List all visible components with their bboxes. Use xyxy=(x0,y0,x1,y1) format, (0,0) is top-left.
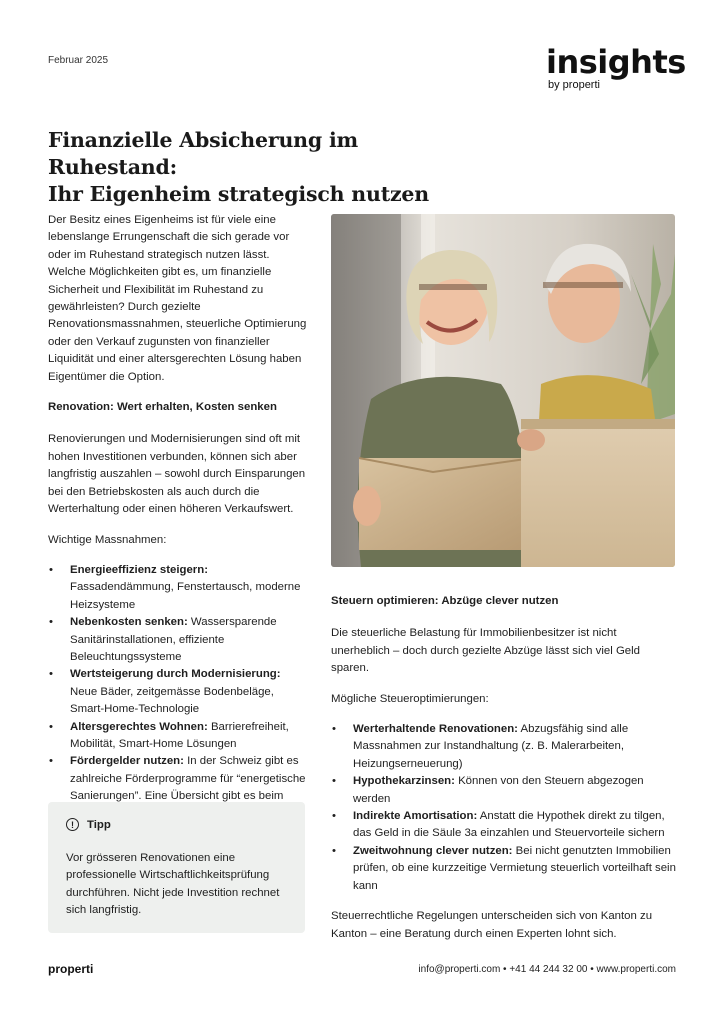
article-title xyxy=(48,127,488,208)
taxes-list-intro: Mögliche Steueroptimierungen: xyxy=(331,692,489,705)
taxes-heading: Steuern optimieren: Abzüge clever nutzen xyxy=(331,595,559,607)
info-exclamation-icon: ! xyxy=(66,818,79,831)
taxes-paragraph: Die steuerliche Belastung für Immobilienbesitzer ist nicht unerheblich – doch durch gezielte Abzüge lässt sich viel Geld sparen. xyxy=(331,627,640,675)
bullet: • xyxy=(332,723,336,736)
taxes-closing: Steuerrechtliche Regelungen unterscheiden sich von Kanton zu Kanton – eine Beratung durch einen Experten lohnt sich. xyxy=(331,910,653,940)
list-item xyxy=(48,614,310,666)
list-item-text: In der Schweiz gibt es zahlreiche Förderprogramme für “energetische Sanierungen”. Eine Übersicht gibt es beim xyxy=(70,755,306,803)
list-item-term: Wertsteigerung durch Modernisierung: xyxy=(70,668,281,681)
list-item xyxy=(48,719,310,754)
title-line-2: Ihr Eigenheim strategisch nutzen xyxy=(48,182,429,206)
list-item-term: Energieeffizienz steigern: xyxy=(70,563,208,576)
bullet: • xyxy=(332,844,336,857)
list-item-term: Fördergelder nutzen: xyxy=(70,755,184,768)
renovation-paragraph: Renovierungen und Modernisierungen sind oft mit hohen Investitionen verbunden, können sich aber langfristig auszahlen – sowohl durch Einsparungen bei den Betriebskosten als auch durch die Werterhaltung oder einen höheren Verkaufswert. xyxy=(48,433,306,516)
list-item-term: Hypothekarzinsen: xyxy=(353,775,455,788)
list-item-term: Werterhaltende Renovationen: xyxy=(353,723,518,736)
list-item-term: Indirekte Amortisation: xyxy=(353,810,478,823)
bullet: • xyxy=(49,616,53,629)
title-line-1: Finanzielle Absicherung im Ruhestand: xyxy=(48,128,359,179)
list-item xyxy=(331,808,677,843)
bullet: • xyxy=(49,563,53,576)
list-item xyxy=(331,843,677,895)
footer-contact: info@properti.com • +41 44 244 32 00 • www.properti.com xyxy=(418,964,676,975)
bullet: • xyxy=(49,755,53,768)
renovation-heading: Renovation: Wert erhalten, Kosten senken xyxy=(48,401,277,414)
list-item-text: Fassadendämmung, Fenstertausch, moderne Heizsysteme xyxy=(70,581,301,611)
list-item xyxy=(48,666,310,718)
insights-logo xyxy=(546,43,686,91)
bullet: • xyxy=(332,775,336,788)
footer-logo: properti xyxy=(48,962,94,976)
bullet: • xyxy=(49,668,53,681)
logo-tagline: by properti xyxy=(548,79,600,91)
intro-paragraph: Der Besitz eines Eigenheims ist für viele eine lebenslange Errungenschaft die sich gerade vor oder im Ruhestand strategisch nutzen lässt. Welche Möglichkeiten gibt es, um finanzielle Sicherheit und Flexibilität im Ruhestand zu gewährleisten? Durch gezielte Renovationsmassnahmen, steuerliche Optimierung oder den Verkauf zugunsten von finanzieller Liquidität und einer altersgerechten Lösung haben Eigentümer die Option. xyxy=(48,214,307,383)
list-item xyxy=(331,773,677,808)
renovation-list-intro: Wichtige Massnahmen: xyxy=(48,533,167,546)
photo-illustration xyxy=(331,214,675,567)
list-item-text: Abzugsfähig sind alle Massnahmen zur Instandhaltung (z. B. Malerarbeiten, Heizungserneuerung) xyxy=(353,723,629,770)
bullet: • xyxy=(332,810,336,823)
list-item-text: Anstatt die Hypothek direkt zu tilgen, das Geld in die Säule 3a einzahlen und Steuervorteile sichern xyxy=(353,810,665,840)
tip-header xyxy=(66,818,111,831)
right-column xyxy=(331,593,677,956)
bullet: • xyxy=(49,720,53,733)
list-item-text: Bei nicht genutzten Immobilien prüfen, ob eine kurzzeitige Vermietung steuerlich vorteilhaft sein kann xyxy=(353,844,676,892)
tip-label: Tipp xyxy=(87,818,111,831)
list-item-term: Nebenkosten senken: xyxy=(70,616,188,629)
tip-text: Vor grösseren Renovationen eine professionelle Wirtschaftlichkeitsprüfung durchführen. Nicht jede Investition rechnet sich langfristig. xyxy=(66,852,280,917)
publication-date: Februar 2025 xyxy=(48,55,109,66)
list-item-text: Wassersparende Sanitärinstallationen, effiziente Beleuchtungssysteme xyxy=(70,616,277,663)
list-item-term: Altersgerechtes Wohnen: xyxy=(70,720,208,733)
list-item xyxy=(48,562,310,614)
senior-couple-photo xyxy=(331,214,675,567)
tax-optimization-list xyxy=(331,721,677,895)
list-item-term: Zweitwohnung clever nutzen: xyxy=(353,844,513,857)
list-item-text: Neue Bäder, zeitgemässe Bodenbeläge, Smart-Home-Technologie xyxy=(70,685,274,716)
list-item-text: Barrierefreiheit, Mobilität, Smart-Home Lösungen xyxy=(70,720,289,750)
left-column xyxy=(48,212,310,836)
list-item-text: Können von den Steuern abgezogen werden xyxy=(353,775,644,805)
renovation-measures-list xyxy=(48,562,310,823)
list-item xyxy=(331,721,677,773)
tip-box xyxy=(48,802,305,933)
logo-wordmark: insights xyxy=(546,43,686,81)
